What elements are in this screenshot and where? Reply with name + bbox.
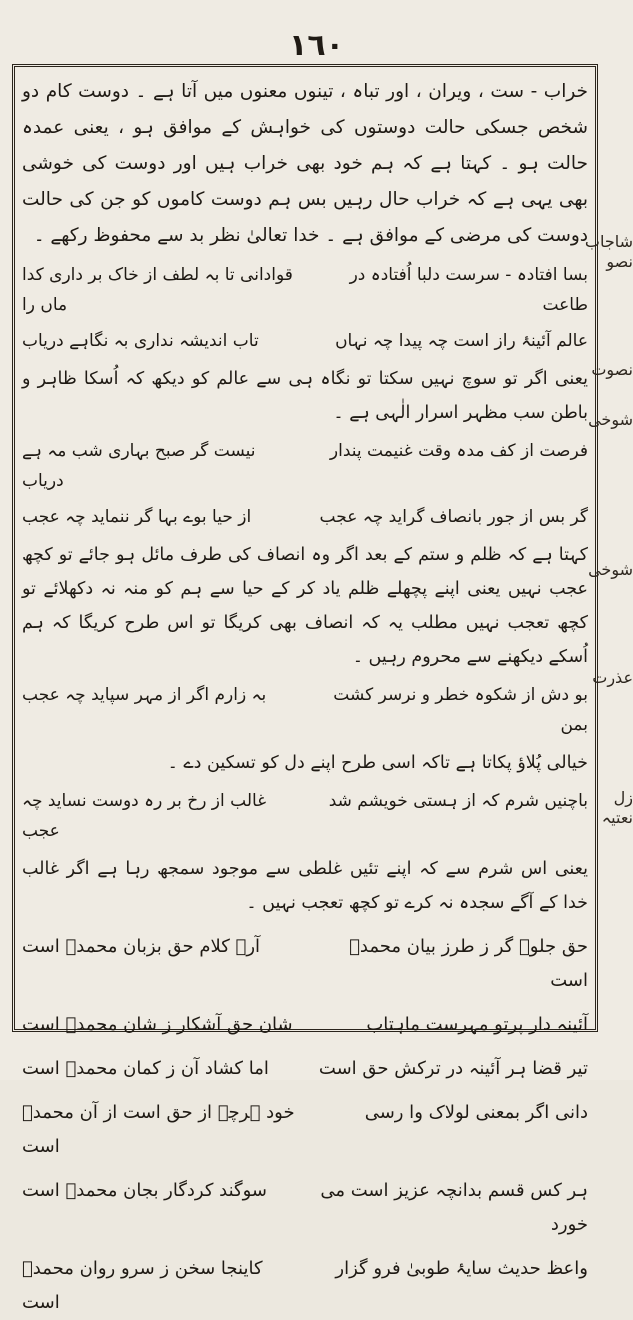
hemistich-second: کاینجا سخن ز سرو روان محمدؐ است: [22, 1258, 263, 1313]
couplet: [22, 260, 588, 320]
margin-note: زل نعتیہ: [601, 788, 633, 827]
hemistich-second: خود ہرچہ از حق است از آن محمدؐ است: [22, 1102, 295, 1157]
couplet: [22, 786, 588, 846]
couplet: [22, 1008, 588, 1042]
hemistich-first: آئینہ دار پرتو مہرست ماہتاب: [366, 1014, 588, 1035]
hemistich-second: اما کشاد آن ز کمان محمدؐ است: [22, 1058, 269, 1079]
hemistich-first: دانی اگر بمعنی لولاک وا رسی: [364, 1102, 588, 1123]
margin-notes: [584, 0, 633, 1080]
couplet: [22, 326, 588, 356]
margin-note: نصوت: [591, 360, 633, 379]
hemistich-second: بہ زارم اگر از مہر سپاید چہ عجب: [22, 685, 267, 705]
hemistich-first: تیر قضا ہر آئینہ در ترکش حق است: [318, 1058, 588, 1079]
verse-blocks: [22, 260, 588, 920]
hemistich-first: بسا افتادہ - سرست دلبا اُفتادہ در طاعت: [349, 265, 588, 315]
couplet: [22, 1252, 588, 1320]
hemistich-second: سوگند کردگار بجان محمدؐ است: [22, 1180, 267, 1201]
hemistich-second: شان حق آشکار ز شان محمدؐ است: [22, 1014, 293, 1035]
hemistich-second: از حیا بوے بہا گر ننماید چہ عجب: [22, 507, 252, 527]
commentary: یعنی اس شرم سے کہ اپنے تئیں غلطی سے موجود سمجھ رہا ہے اگر غالب خدا کے آگے سجدہ نہ کرے تو کچھ تعجب نہیں ۔: [22, 859, 588, 913]
page-number: ١٦٠: [289, 28, 344, 63]
hemistich-first: عالم آئینۂ راز است چہ پیدا چہ نہاں: [335, 331, 588, 351]
commentary: یعنی اگر تو سوچ نہیں سکتا تو نگاہ ہی سے عالم کو دیکھ کہ اُسکا ظاہر و باطن سب مظہر اسرار الٰہی ہے ۔: [22, 369, 588, 423]
margin-note: شاجاب نصو: [584, 232, 633, 271]
hemistich-first: گر بس از جور بانصاف گراید چہ عجب: [319, 507, 588, 527]
margin-note: عذرت: [592, 668, 633, 687]
hemistich-first: باچنیں شرم کہ از ہستی خویشم شد: [328, 791, 588, 811]
couplet: [22, 502, 588, 532]
hemistich-second: تاب اندیشہ نداری بہ نگاہے دریاب: [22, 331, 259, 351]
hemistich-second: غالب از رخ بر رہ دوست نساید چہ عجب: [22, 791, 267, 841]
naat-couplets: [22, 930, 588, 1320]
hemistich-first: واعظ حدیث سایۂ طوبیٰ فرو گزار: [335, 1258, 588, 1279]
hemistich-first: بو دش از شکوہ خطر و نرسر کشت بمن: [333, 685, 588, 735]
couplet: [22, 436, 588, 496]
couplet: [22, 1174, 588, 1242]
page-content: [22, 74, 588, 1313]
hemistich-second: نیست گر صبح بہاری شب مہ ہے دریاب: [22, 441, 256, 491]
couplet: [22, 1052, 588, 1086]
hemistich-first: فرصت از کف مدہ وقت غنیمت پندار: [329, 441, 588, 461]
hemistich-second: آرے کلام حق بزبان محمدؐ است: [22, 936, 261, 957]
hemistich-first: ہر کس قسم بدانچہ عزیز است می خورد: [320, 1180, 588, 1235]
commentary: کہتا ہے کہ ظلم و ستم کے بعد اگر وہ انصاف کی طرف مائل ہو جائے تو کچھ عجب نہیں یعنی اپنے پچھلے ظلم یاد کر کے حیا سے ہم کو منہ نہ دکھلائے تو کچھ تعجب نہیں مطلب یہ کہ انصاف بھی کریگا تو اس طرح کریگا کہ ہم اُسکے دیکھنے سے محروم رہیں ۔: [22, 545, 588, 667]
hemistich-first: حق جلوہ گر ز طرز بیان محمدؐ است: [349, 936, 588, 991]
hemistich-second: قوادانی تا بہ لطف از خاک بر داری کدا ماں را: [22, 265, 293, 315]
commentary: خیالی پُلاؤ پکاتا ہے تاکہ اسی طرح اپنے دل کو تسکین دے ۔: [167, 753, 588, 773]
margin-note: شوخی: [588, 410, 633, 429]
couplet: [22, 680, 588, 740]
couplet: [22, 1096, 588, 1164]
margin-note: شوخی: [588, 560, 633, 579]
couplet: [22, 930, 588, 998]
opening-paragraph: خراب - ست ، ویران ، اور تباہ ، تینوں معنوں میں آتا ہے ۔ دوست کام دو شخص جسکی حالت دوستوں کی خواہش کے موافق ہو ، یعنی عمدہ حالت ہو ۔ کہتا ہے کہ ہم خود بھی خراب ہیں اور دوست کی خوشی بھی یہی ہے کہ خراب حال رہیں بس ہم دوست کاموں کو جن کی حالت دوست کی مرضی کے موافق ہے ۔ خدا تعالیٰ نظر بد سے محفوظ رکھے ۔: [22, 81, 588, 246]
